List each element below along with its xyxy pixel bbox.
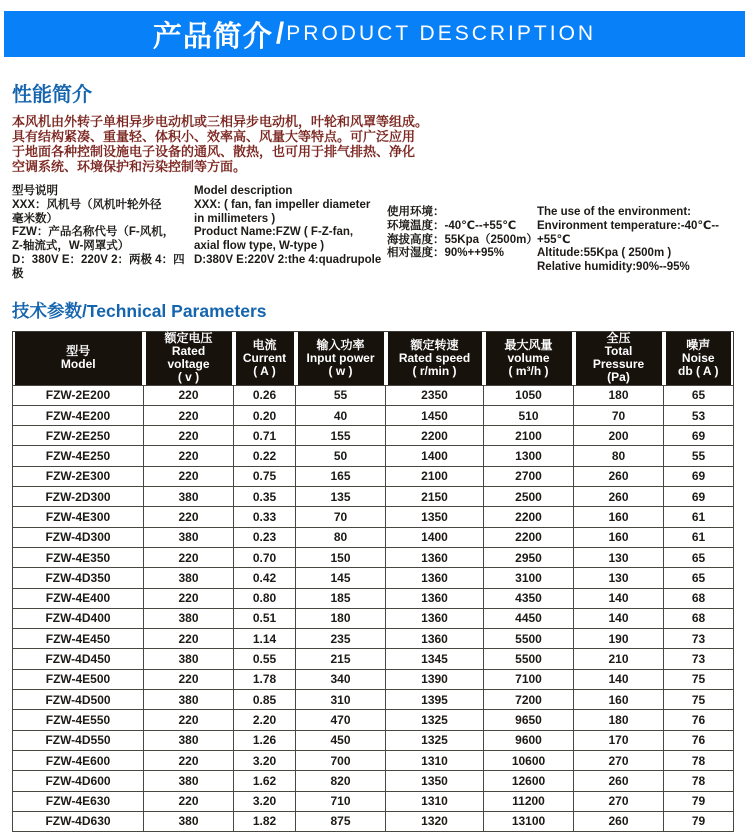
model-cell: FZW-4D450 <box>13 649 144 669</box>
value-cell: 1360 <box>386 629 484 649</box>
value-cell: 140 <box>574 588 664 608</box>
performance-section-heading: 性能简介 <box>12 84 92 106</box>
column-header-cell <box>146 332 232 385</box>
model-cell: FZW-2E250 <box>13 426 144 446</box>
value-cell: 53 <box>664 405 734 425</box>
text-line: FZW：产品名称代号（F-风机， <box>12 226 175 239</box>
table-header-row <box>13 331 734 385</box>
column-header-line: 输入功率 <box>316 337 365 352</box>
text-line: Product Name:FZW ( F-Z-fan, <box>194 226 354 239</box>
value-cell: 0.20 <box>234 405 296 425</box>
value-cell: 180 <box>296 608 386 628</box>
table-row <box>13 669 734 689</box>
value-cell: 1325 <box>386 710 484 730</box>
value-cell: 4450 <box>484 608 574 628</box>
value-cell: 3100 <box>484 568 574 588</box>
model-cell: FZW-4E500 <box>13 669 144 689</box>
value-cell: 0.22 <box>234 446 296 466</box>
value-cell: 2100 <box>484 426 574 446</box>
value-cell: 270 <box>574 791 664 811</box>
value-cell: 1350 <box>386 507 484 527</box>
table-row <box>13 507 734 527</box>
technical-parameters-table-wrapper <box>12 331 738 832</box>
column-header-line: Total <box>604 344 633 359</box>
column-header <box>234 331 296 385</box>
value-cell: 10600 <box>484 750 574 770</box>
value-cell: 68 <box>664 588 734 608</box>
value-cell: 2350 <box>386 385 484 405</box>
value-cell: 68 <box>664 608 734 628</box>
value-cell: 140 <box>574 669 664 689</box>
value-cell: 235 <box>296 629 386 649</box>
value-cell: 65 <box>664 385 734 405</box>
value-cell: 0.85 <box>234 690 296 710</box>
text-line: 于地面各种控制设施电子设备的通风、散热，也可用于排气排热、净化 <box>12 144 416 159</box>
column-header-cell <box>298 332 384 385</box>
value-cell: 75 <box>664 669 734 689</box>
column-header-line: 额定转速 <box>410 337 459 352</box>
text-line: in millimeters ) <box>194 212 276 225</box>
value-cell: 11200 <box>484 791 574 811</box>
value-cell: 380 <box>144 649 234 669</box>
column-header-line: ( r/min ) <box>412 363 457 378</box>
column-header-cell <box>666 332 732 385</box>
model-cell: FZW-4E400 <box>13 588 144 608</box>
use-environment-english <box>537 185 738 282</box>
value-cell: 220 <box>144 791 234 811</box>
value-cell: 13100 <box>484 811 574 831</box>
table-row <box>13 405 734 425</box>
model-cell: FZW-4D550 <box>13 730 144 750</box>
banner-title-chinese: 产品简介 <box>152 20 273 53</box>
value-cell: 160 <box>574 690 664 710</box>
value-cell: 5500 <box>484 629 574 649</box>
value-cell: 260 <box>574 466 664 486</box>
value-cell: 65 <box>664 568 734 588</box>
value-cell: 69 <box>664 487 734 507</box>
model-cell: FZW-4E350 <box>13 547 144 567</box>
table-row <box>13 710 734 730</box>
table-row <box>13 466 734 486</box>
table-row <box>13 426 734 446</box>
column-header <box>386 331 484 385</box>
value-cell: 0.70 <box>234 547 296 567</box>
column-header-cell <box>486 332 572 385</box>
value-cell: 155 <box>296 426 386 446</box>
value-cell: 380 <box>144 811 234 831</box>
value-cell: 170 <box>574 730 664 750</box>
value-cell: 0.51 <box>234 608 296 628</box>
value-cell: 260 <box>574 771 664 791</box>
text-line: D:380V E:220V 2:the 4:quadrupole <box>194 253 382 266</box>
model-cell: FZW-4E630 <box>13 791 144 811</box>
value-cell: 1395 <box>386 690 484 710</box>
column-header-line: Model <box>60 357 96 372</box>
value-cell: 1.82 <box>234 811 296 831</box>
value-cell: 875 <box>296 811 386 831</box>
value-cell: 3.20 <box>234 791 296 811</box>
value-cell: 145 <box>296 568 386 588</box>
value-cell: 9650 <box>484 710 574 730</box>
value-cell: 220 <box>144 446 234 466</box>
value-cell: 1310 <box>386 791 484 811</box>
value-cell: 61 <box>664 527 734 547</box>
column-header-line: ( A ) <box>253 363 276 378</box>
value-cell: 2100 <box>386 466 484 486</box>
value-cell: 76 <box>664 710 734 730</box>
column-header <box>13 331 144 385</box>
value-cell: 215 <box>296 649 386 669</box>
text-line: 使用环境： <box>387 206 445 218</box>
model-description-chinese <box>12 185 194 282</box>
value-cell: 180 <box>574 385 664 405</box>
value-cell: 450 <box>296 730 386 750</box>
column-header-cell <box>236 332 294 385</box>
value-cell: 700 <box>296 750 386 770</box>
text-line: XXX：风机号（风机叶轮外径 <box>12 198 162 211</box>
column-header-line: ( w ) <box>328 363 353 378</box>
value-cell: 1400 <box>386 446 484 466</box>
use-environment-chinese <box>387 185 537 282</box>
value-cell: 165 <box>296 466 386 486</box>
text-line: 本风机由外转子单相异步电动机或三相异步电动机，叶轮和风罩等组成。 <box>12 114 429 129</box>
text-line: The use of the environment: <box>537 206 691 218</box>
column-header-line: (Pa) <box>607 370 630 385</box>
value-cell: 2950 <box>484 547 574 567</box>
technical-parameters-table <box>12 331 734 832</box>
value-cell: 0.23 <box>234 527 296 547</box>
table-row <box>13 730 734 750</box>
value-cell: 0.42 <box>234 568 296 588</box>
model-description-english <box>194 185 387 282</box>
model-description-section <box>12 185 738 282</box>
value-cell: 2700 <box>484 466 574 486</box>
table-row <box>13 527 734 547</box>
value-cell: 1310 <box>386 750 484 770</box>
value-cell: 130 <box>574 568 664 588</box>
value-cell: 380 <box>144 771 234 791</box>
table-row <box>13 487 734 507</box>
value-cell: 70 <box>574 405 664 425</box>
value-cell: 2200 <box>386 426 484 446</box>
value-cell: 1360 <box>386 547 484 567</box>
value-cell: 1.62 <box>234 771 296 791</box>
model-cell: FZW-4D300 <box>13 527 144 547</box>
table-row <box>13 690 734 710</box>
value-cell: 69 <box>664 466 734 486</box>
value-cell: 2200 <box>484 527 574 547</box>
value-cell: 260 <box>574 811 664 831</box>
column-header-line: db ( A ) <box>678 363 719 378</box>
column-header-line: Current <box>242 350 287 365</box>
value-cell: 220 <box>144 426 234 446</box>
value-cell: 12600 <box>484 771 574 791</box>
value-cell: 380 <box>144 608 234 628</box>
table-row <box>13 771 734 791</box>
value-cell: 190 <box>574 629 664 649</box>
value-cell: 510 <box>484 405 574 425</box>
column-header-line: Rated speed <box>398 350 471 365</box>
value-cell: 180 <box>574 710 664 730</box>
value-cell: 220 <box>144 385 234 405</box>
parameters-table-body <box>13 385 734 832</box>
column-header-line: ( v ) <box>177 370 200 385</box>
table-row <box>13 649 734 669</box>
value-cell: 140 <box>574 608 664 628</box>
value-cell: 55 <box>296 385 386 405</box>
value-cell: 5500 <box>484 649 574 669</box>
value-cell: 1360 <box>386 568 484 588</box>
column-header-line: 全压 <box>606 331 631 346</box>
value-cell: 1450 <box>386 405 484 425</box>
model-cell: FZW-4E600 <box>13 750 144 770</box>
value-cell: 0.35 <box>234 487 296 507</box>
text-line: Model description <box>194 185 293 197</box>
column-header <box>484 331 574 385</box>
value-cell: 220 <box>144 669 234 689</box>
value-cell: 380 <box>144 527 234 547</box>
text-line: XXX: ( fan, fan impeller diameter <box>194 198 371 211</box>
value-cell: 160 <box>574 527 664 547</box>
value-cell: 0.26 <box>234 385 296 405</box>
value-cell: 135 <box>296 487 386 507</box>
table-row <box>13 547 734 567</box>
value-cell: 1.26 <box>234 730 296 750</box>
column-header-cell <box>15 332 142 385</box>
value-cell: 1360 <box>386 588 484 608</box>
model-cell: FZW-4D500 <box>13 690 144 710</box>
value-cell: 220 <box>144 588 234 608</box>
model-cell: FZW-4E450 <box>13 629 144 649</box>
text-line: 毫米数） <box>12 212 58 225</box>
text-line: D：380V E：220V 2：两极 4：四极 <box>12 253 185 280</box>
value-cell: 1050 <box>484 385 574 405</box>
value-cell: 0.75 <box>234 466 296 486</box>
page-content <box>0 78 750 832</box>
value-cell: 0.55 <box>234 649 296 669</box>
column-header-line: 型号 <box>66 344 91 359</box>
model-cell: FZW-4D600 <box>13 771 144 791</box>
value-cell: 1.78 <box>234 669 296 689</box>
value-cell: 1345 <box>386 649 484 669</box>
model-cell: FZW-2E200 <box>13 385 144 405</box>
value-cell: 220 <box>144 629 234 649</box>
text-line: Environment temperature:-40℃--+55℃ <box>537 219 719 246</box>
value-cell: 80 <box>296 527 386 547</box>
column-header-line: 电流 <box>252 337 277 352</box>
value-cell: 185 <box>296 588 386 608</box>
value-cell: 1400 <box>386 527 484 547</box>
model-cell: FZW-2E300 <box>13 466 144 486</box>
value-cell: 4350 <box>484 588 574 608</box>
table-row <box>13 446 734 466</box>
value-cell: 220 <box>144 750 234 770</box>
value-cell: 0.71 <box>234 426 296 446</box>
value-cell: 130 <box>574 547 664 567</box>
value-cell: 73 <box>664 649 734 669</box>
value-cell: 65 <box>664 547 734 567</box>
value-cell: 470 <box>296 710 386 730</box>
model-cell: FZW-4D350 <box>13 568 144 588</box>
value-cell: 380 <box>144 690 234 710</box>
value-cell: 78 <box>664 771 734 791</box>
table-row <box>13 811 734 831</box>
value-cell: 1300 <box>484 446 574 466</box>
model-cell: FZW-4E550 <box>13 710 144 730</box>
value-cell: 69 <box>664 426 734 446</box>
banner-title-english: PRODUCT DESCRIPTION <box>286 22 597 45</box>
model-cell: FZW-4E200 <box>13 405 144 425</box>
value-cell: 210 <box>574 649 664 669</box>
value-cell: 380 <box>144 730 234 750</box>
value-cell: 1325 <box>386 730 484 750</box>
column-header-line: 噪声 <box>686 337 711 352</box>
model-cell: FZW-4D630 <box>13 811 144 831</box>
value-cell: 820 <box>296 771 386 791</box>
value-cell: 270 <box>574 750 664 770</box>
value-cell: 220 <box>144 405 234 425</box>
column-header-line: 最大风量 <box>504 337 553 352</box>
text-line: 具有结构紧凑、重量轻、体积小、效率高、风量大等特点。可广泛应用 <box>12 129 416 144</box>
text-line: 空调系统、环境保护和污染控制等方面。 <box>12 159 247 174</box>
value-cell: 79 <box>664 791 734 811</box>
text-line: Altitude:55Kpa ( 2500m ) <box>537 247 672 260</box>
column-header-line: volume <box>507 350 550 365</box>
value-cell: 50 <box>296 446 386 466</box>
value-cell: 380 <box>144 487 234 507</box>
value-cell: 220 <box>144 710 234 730</box>
value-cell: 73 <box>664 629 734 649</box>
value-cell: 220 <box>144 466 234 486</box>
value-cell: 2150 <box>386 487 484 507</box>
table-row <box>13 791 734 811</box>
value-cell: 55 <box>664 446 734 466</box>
text-line: Relative humidity:90%--95% <box>537 261 690 274</box>
value-cell: 1360 <box>386 608 484 628</box>
value-cell: 220 <box>144 547 234 567</box>
text-line: Z-轴流式，W-网罩式） <box>12 240 130 253</box>
model-cell: FZW-2D300 <box>13 487 144 507</box>
column-header-cell <box>576 332 662 385</box>
text-line: 环境温度：-40℃--+55℃ <box>387 219 517 232</box>
value-cell: 150 <box>296 547 386 567</box>
value-cell: 260 <box>574 487 664 507</box>
value-cell: 78 <box>664 750 734 770</box>
column-header <box>574 331 664 385</box>
column-header <box>664 331 734 385</box>
text-line: 海拔高度：55Kpa（2500m） <box>387 233 538 246</box>
value-cell: 220 <box>144 507 234 527</box>
value-cell: 7200 <box>484 690 574 710</box>
value-cell: 70 <box>296 507 386 527</box>
value-cell: 160 <box>574 507 664 527</box>
value-cell: 1320 <box>386 811 484 831</box>
value-cell: 200 <box>574 426 664 446</box>
value-cell: 2.20 <box>234 710 296 730</box>
value-cell: 1350 <box>386 771 484 791</box>
text-line: 相对湿度：90%++95% <box>387 247 504 260</box>
value-cell: 0.33 <box>234 507 296 527</box>
value-cell: 9600 <box>484 730 574 750</box>
value-cell: 61 <box>664 507 734 527</box>
column-header-line: 额定电压 <box>164 331 213 346</box>
table-row <box>13 385 734 405</box>
column-header-line: Rated <box>171 344 206 359</box>
column-header-line: Noise <box>681 350 715 365</box>
text-line: 型号说明 <box>12 185 58 197</box>
value-cell: 2500 <box>484 487 574 507</box>
column-header <box>296 331 386 385</box>
model-cell: FZW-4E250 <box>13 446 144 466</box>
value-cell: 340 <box>296 669 386 689</box>
column-header-line: ( m³/h ) <box>508 363 549 378</box>
column-header <box>144 331 234 385</box>
table-header <box>13 331 734 385</box>
value-cell: 80 <box>574 446 664 466</box>
value-cell: 380 <box>144 568 234 588</box>
value-cell: 40 <box>296 405 386 425</box>
model-cell: FZW-4E300 <box>13 507 144 527</box>
value-cell: 710 <box>296 791 386 811</box>
value-cell: 7100 <box>484 669 574 689</box>
value-cell: 3.20 <box>234 750 296 770</box>
value-cell: 0.80 <box>234 588 296 608</box>
column-header-line: voltage <box>167 357 210 372</box>
table-row <box>13 608 734 628</box>
column-header-line: Pressure <box>592 357 645 372</box>
text-line: axial flow type, W-type ) <box>194 240 325 253</box>
value-cell: 79 <box>664 811 734 831</box>
table-row <box>13 750 734 770</box>
product-description-banner <box>4 11 745 57</box>
banner-slash: / <box>275 17 285 50</box>
table-row <box>13 588 734 608</box>
performance-description-text <box>12 114 738 174</box>
column-header-line: Input power <box>306 350 375 365</box>
technical-parameters-heading: 技术参数/Technical Parameters <box>12 300 267 321</box>
table-row <box>13 568 734 588</box>
value-cell: 310 <box>296 690 386 710</box>
value-cell: 1.14 <box>234 629 296 649</box>
value-cell: 1390 <box>386 669 484 689</box>
table-row <box>13 629 734 649</box>
value-cell: 2200 <box>484 507 574 527</box>
value-cell: 76 <box>664 730 734 750</box>
value-cell: 75 <box>664 690 734 710</box>
column-header-cell <box>388 332 482 385</box>
model-cell: FZW-4D400 <box>13 608 144 628</box>
